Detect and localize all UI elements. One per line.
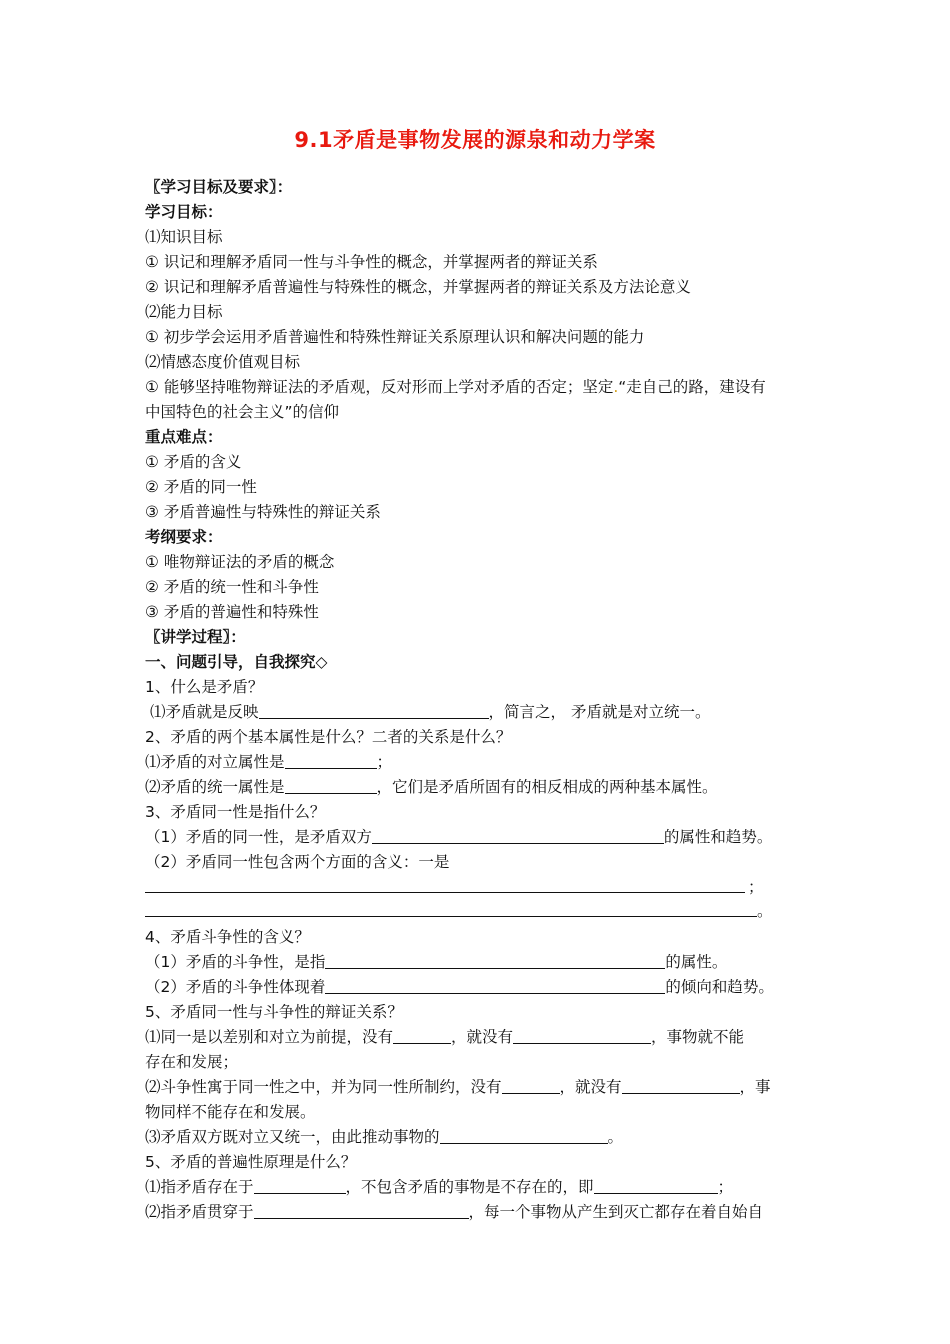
question-4-line-1 [145, 952, 727, 972]
attitude-item-1-part-b: “走自己的路，建设有 [618, 378, 766, 396]
q3-1-text-a: （1）矛盾的同一性，是矛盾双方 [145, 828, 372, 846]
question-6: 5、矛盾的普遍性原理是什么？ [145, 1153, 357, 1171]
q5-3-text-a: ⑶矛盾双方既对立又统一，由此推动事物的 [145, 1128, 440, 1146]
question-2-line-1 [145, 752, 392, 772]
fill-blank[interactable] [259, 703, 489, 719]
ability-item-1: ① 初步学会运用矛盾普遍性和特殊性辩证关系原理认识和解决问题的能力 [145, 328, 645, 346]
dot-mark: . [613, 378, 619, 396]
question-2: 2、矛盾的两个基本属性是什么？二者的关系是什么？ [145, 728, 512, 746]
question-3-line-2: （2）矛盾同一性包含两个方面的含义：一是 [145, 853, 450, 871]
q1-1-text-a: ⑴矛盾就是反映 [150, 703, 259, 721]
q6-1-text-a: ⑴指矛盾存在于 [145, 1178, 254, 1196]
document-title: 9.1矛盾是事物发展的源泉和动力学案 [294, 128, 656, 152]
attitude-item-1 [145, 377, 766, 397]
fill-blank[interactable] [372, 828, 664, 844]
q2-2-text-a: ⑵矛盾的统一属性是 [145, 778, 285, 796]
question-5-line-1-cont: 存在和发展； [145, 1053, 239, 1071]
q5-2-text-a: ⑵斗争性寓于同一性之中，并为同一性所制约，没有 [145, 1078, 502, 1096]
fill-blank[interactable] [393, 1028, 451, 1044]
q1-1-text-b: ，简言之， 矛盾就是对立统一。 [488, 703, 711, 721]
key-point-2: ② 矛盾的同一性 [145, 478, 257, 496]
q6-1-text-c: ； [717, 1178, 734, 1196]
knowledge-item-2: ② 识记和理解矛盾普遍性与特殊性的概念，并掌握两者的辩证关系及方法论意义 [145, 278, 691, 296]
key-point-3: ③ 矛盾普遍性与特殊性的辩证关系 [145, 503, 381, 521]
objectives-label: 学习目标： [145, 203, 223, 221]
q2-1-text-a: ⑴矛盾的对立属性是 [145, 753, 285, 771]
fill-blank[interactable] [285, 753, 377, 769]
fill-blank[interactable] [594, 1178, 718, 1194]
q6-1-text-b: ，不包含矛盾的事物是不存在的，即 [345, 1178, 594, 1196]
q6-2-text-a: ⑵指矛盾贯穿于 [145, 1203, 254, 1221]
attitude-item-1-part-a: ① 能够坚持唯物辩证法的矛盾观，反对形而上学对矛盾的否定；坚定 [145, 378, 614, 396]
key-point-1: ① 矛盾的含义 [145, 453, 242, 471]
question-1-line-1 [150, 702, 710, 722]
question-4: 4、矛盾斗争性的含义？ [145, 928, 310, 946]
fill-blank[interactable] [325, 953, 665, 969]
q6-2-text-b: ，每一个事物从产生到灭亡都存在着自始自 [468, 1203, 764, 1221]
key-points-label: 重点难点： [145, 428, 223, 446]
semicolon-mark: ； [748, 878, 764, 896]
knowledge-item-1: ① 识记和理解矛盾同一性与斗争性的概念，并掌握两者的辩证关系 [145, 253, 598, 271]
q5-3-text-b: 。 [607, 1128, 624, 1146]
q2-2-text-b: ，它们是矛盾所固有的相反相成的两种基本属性。 [376, 778, 718, 796]
exam-item-2: ② 矛盾的统一性和斗争性 [145, 578, 319, 596]
exam-item-3: ③ 矛盾的普遍性和特殊性 [145, 603, 319, 621]
question-4-line-2 [145, 977, 774, 997]
attitude-goal: ⑵情感态度价值观目标 [145, 353, 301, 371]
fill-blank[interactable] [622, 1078, 740, 1094]
question-5-line-2 [145, 1077, 771, 1097]
q4-1-text-b: 的属性。 [665, 953, 728, 971]
question-5-line-2-cont: 物同样不能存在和发展。 [145, 1103, 316, 1121]
process-header: 〖讲学过程〗： [145, 628, 246, 646]
question-2-line-2 [145, 777, 718, 797]
q5-2-text-c: ，事 [739, 1078, 771, 1096]
fill-blank[interactable] [254, 1178, 346, 1194]
question-3-line-1 [145, 827, 772, 847]
question-5: 5、矛盾同一性与斗争性的辩证关系？ [145, 1003, 403, 1021]
fill-blank[interactable] [513, 1028, 651, 1044]
fill-blank[interactable] [325, 978, 665, 994]
attitude-item-1-cont: 中国特色的社会主义”的信仰 [145, 403, 340, 421]
period-mark: 。 [757, 902, 773, 920]
answer-line[interactable] [145, 892, 745, 893]
q5-2-text-b: ，就没有 [559, 1078, 622, 1096]
q5-1-text-c: ，事物就不能 [651, 1028, 745, 1046]
q3-1-text-b: 的属性和趋势。 [663, 828, 773, 846]
q5-1-text-b: ，就没有 [451, 1028, 514, 1046]
question-5-line-1 [145, 1027, 744, 1047]
fill-blank[interactable] [254, 1203, 469, 1219]
part-one-heading: 一、问题引导，自我探究◇ [145, 653, 328, 671]
q2-1-text-b: ； [376, 753, 393, 771]
q5-1-text-a: ⑴同一是以差别和对立为前提，没有 [145, 1028, 394, 1046]
fill-blank[interactable] [502, 1078, 560, 1094]
knowledge-goal: ⑴知识目标 [145, 228, 223, 246]
question-3: 3、矛盾同一性是指什么？ [145, 803, 326, 821]
question-1: 1、什么是矛盾？ [145, 678, 264, 696]
q4-1-text-a: （1）矛盾的斗争性，是指 [145, 953, 326, 971]
fill-blank[interactable] [440, 1128, 608, 1144]
q4-2-text-b: 的倾向和趋势。 [665, 978, 774, 996]
q4-2-text-a: （2）矛盾的斗争性体现着 [145, 978, 326, 996]
question-6-line-2 [145, 1202, 763, 1222]
objectives-header: 〖学习目标及要求〗： [145, 178, 293, 196]
fill-blank[interactable] [285, 778, 377, 794]
question-5-line-3 [145, 1127, 623, 1147]
answer-line[interactable] [145, 916, 757, 917]
question-6-line-1 [145, 1177, 733, 1197]
ability-goal: ⑵能力目标 [145, 303, 223, 321]
exam-item-1: ① 唯物辩证法的矛盾的概念 [145, 553, 335, 571]
exam-requirements-label: 考纲要求： [145, 528, 223, 546]
